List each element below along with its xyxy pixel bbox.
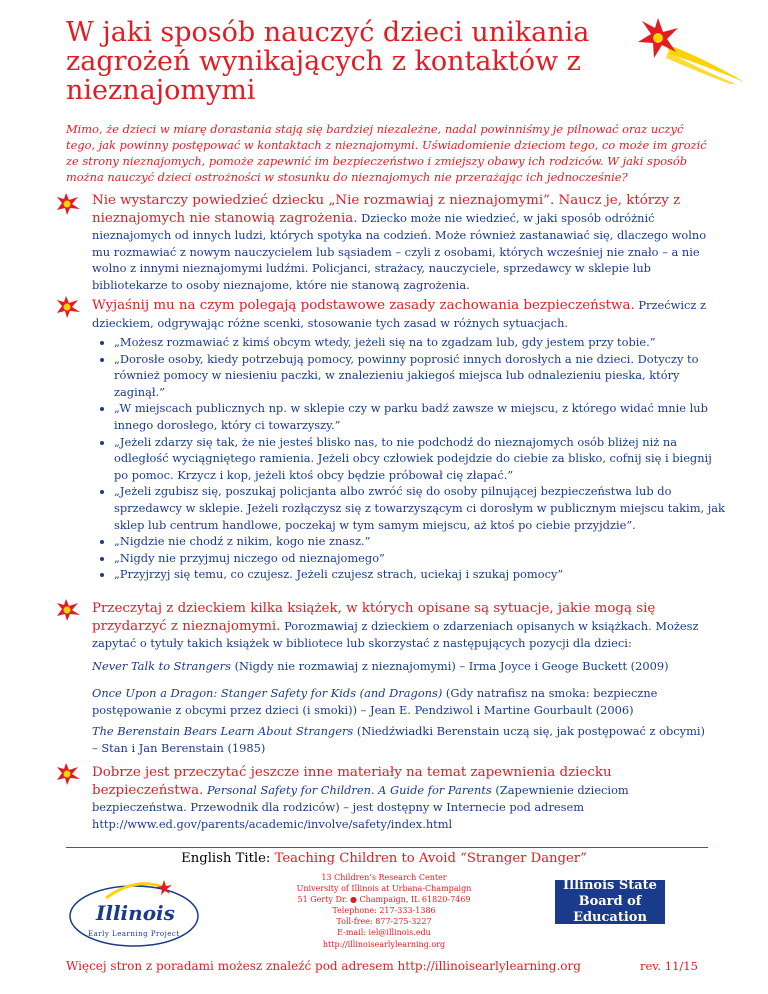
contact-line: University of Illinois at Urbana-Champaign	[296, 884, 472, 894]
contact-line: 51 Gerty Dr. ● Champaign, IL 61820-7469	[297, 895, 471, 905]
book-reference	[92, 723, 708, 756]
book-reference	[92, 685, 708, 718]
star-bullet-icon	[56, 295, 84, 319]
intro-paragraph: Mimo, że dzieci w miarę dorastania stają się bardziej niezależne, nadal powinniśmy je pilnować oraz uczyć tego, jak powinny postępować w kontaktach z nieznajomymi. Uświadomienie dzieciom tego, co może im grozić ze strony nieznajomych, pomoże zapewnić im bezpieczeństwo i zmiejszy obawy ich rodziców. W jaki sposób można nauczyć dzieci ostrożności w stosunku do nieznajomych nie przerażając ich jednocześnie?	[66, 122, 707, 184]
contact-line: Telephone: 217-333-1386	[332, 906, 436, 916]
list-item: • „Jeżeli zgubisz się, poszukaj policjanta albo zwróć się do osoby pilnującej bezpieczeństwa lub do sprzedawcy w sklepie. Jeżeli rozłączysz się z towarzyszącym ci dorosłym w publicznym miejscu takim, jak sklep lub centrum handlowe, poczekaj w tym samym miejscu, aż ktoś po ciebie przyjdzie”.	[114, 483, 726, 533]
footer-divider	[66, 847, 708, 848]
list-item: • „Nigdy nie przyjmuj niczego od nieznajomego”	[114, 550, 726, 567]
english-title-label: English Title:	[181, 851, 271, 866]
book-details: (Gdy natrafisz na smoka: bezpieczne postępowanie z obcymi przez dzieci (i smoki)) – Jean E. Pendziwol i Martine Gourbault (2006)	[92, 686, 658, 717]
logo-text: Illinois	[96, 901, 175, 925]
section-body: (Zapewnienie dzieciom bezpieczeństwa. Przewodnik dla rodziców) – jest dostępny w Internecie pod adresem http://www.ed.gov/parents/academic/involve/safety/index.html	[92, 782, 629, 831]
book-reference	[92, 658, 708, 675]
page-title: W jaki sposób nauczyć dzieci unikania zagrożeń wynikających z kontaktów z nieznajomymi	[66, 17, 590, 106]
english-title-text: Teaching Children to Avoid “Stranger Danger”	[270, 851, 587, 866]
section-lead: Nie wystarczy powiedzieć dziecku „Nie rozmawiaj z nieznajomymi”. Naucz je, którzy z nieznajomych nie stanowią zagrożenia.	[92, 193, 681, 226]
section-body: Przećwicz z dzieckiem, odgrywając różne scenki, stosowanie tych zasad w różnych sytuacjach.	[92, 298, 707, 330]
book-title: Once Upon a Dragon: Stanger Safety for Kids (and Dragons)	[92, 686, 443, 700]
section-lead: Przeczytaj z dzieckiem kilka książek, w których opisane są sytuacje, jakie mogą się przydarzyć z nieznajomymi.	[92, 601, 656, 634]
list-item: • „W miejscach publicznych np. w sklepie czy w parku badź zawsze w miejscu, z którego widać mnie lub innego dorosłego, który ci towarzyszy.”	[114, 400, 726, 433]
section-books	[92, 600, 708, 652]
footer-text: Więcej stron z poradami możesz znaleźć pod adresem http://illinoisearlylearning.org	[66, 959, 581, 973]
book-details: (Nigdy nie rozmawiaj z nieznajomymi) – Irma Joyce i Geoge Buckett (2009)	[230, 659, 669, 673]
guide-title: Personal Safety for Children. A Guide for Parents	[203, 782, 492, 797]
list-item: • „Przyjrzyj się temu, co czujesz. Jeżeli czujesz strach, uciekaj i szukaj pomocy”	[114, 566, 726, 583]
revision-date: rev. 11/15	[640, 959, 698, 973]
book-title: Never Talk to Strangers	[92, 659, 231, 673]
section-body: Dziecko może nie wiedzieć, w jaki sposób odróżnić nieznajomych od innych ludzi, których spotyka na codzień. Może również zastanawiać się, dlaczego wolno mu rozmawiać z nowym nauczycielem lub sąsiadem – czyli z osobami, których wcześniej nie znało – a nie wolno z innymi nieznajomymi ludźmi. Policjanci, strażacy, nauczyciele, sprzedawcy w sklepie lub bibliotekarze to osoby nieznajome, które nie stanową zagrożenia.	[92, 210, 707, 292]
section-safety-rules	[92, 297, 708, 331]
english-title	[0, 851, 768, 866]
contact-line: 13 Children’s Research Center	[321, 873, 447, 882]
star-bullet-icon	[56, 762, 84, 786]
section-more-materials	[92, 764, 708, 832]
list-item: • „Jeżeli zdarzy się tak, że nie jesteś blisko nas, to nie podchodź do nieznajomych osób bliżej niż na odległość wyciągniętego ramienia. Jeżeli obcy człowiek podejdzie do ciebie za blisko, cofnij się i biegnij po pomoc. Krzycz i kop, jeżeli ktoś obcy będzie próbował cię złapać.”	[114, 434, 726, 484]
list-item: • „Dorosłe osoby, kiedy potrzebują pomocy, powinny poprosić innych dorosłych a nie dzieci. Dotyczy to również pomocy w niesieniu paczki, w znalezieniu jakiegoś miejsca lub odnalezieniu pieska, który zaginął.”	[114, 351, 726, 401]
list-item: • „Możesz rozmawiać z kimś obcym wtedy, jeżeli się na to zgadzam lub, gdy jestem przy tobie.”	[114, 334, 726, 351]
logo-subtitle: Early Learning Project	[88, 930, 180, 938]
contact-line[interactable]: http://illinoisearlylearning.org	[322, 939, 446, 949]
safety-rules-list	[96, 334, 726, 583]
shooting-star-icon	[636, 14, 746, 84]
isbe-line: Board of Education	[573, 894, 647, 925]
book-title: The Berenstain Bears Learn About Strangers	[92, 724, 354, 738]
star-bullet-icon	[56, 598, 84, 622]
section-strangers-safe	[92, 192, 708, 294]
section-body: Porozmawiaj z dzieckiem o zdarzeniach opisanych w książkach. Możesz zapytać o tytuły takich książek w bibliotece lub skorzystać z następujących pozycji dla dzieci:	[92, 618, 699, 651]
section-lead: Wyjaśnij mu na czym polegają podstawowe zasady zachowania bezpieczeństwa.	[92, 298, 635, 313]
contact-line: Toll-free: 877-275-3227	[336, 917, 432, 927]
illinois-early-learning-logo	[66, 868, 266, 948]
contact-line: E-mail: iel@illinois.edu	[337, 928, 431, 938]
list-item: • „Nigdzie nie chodź z nikim, kogo nie znasz.”	[114, 533, 726, 550]
contact-info	[268, 872, 500, 950]
book-details: (Niedźwiadki Berenstain uczą się, jak postępować z obcymi) – Stan i Jan Berenstain (1985)	[92, 724, 705, 755]
isbe-logo	[555, 880, 665, 924]
star-bullet-icon	[56, 192, 84, 216]
isbe-line: Illinois State	[563, 878, 657, 893]
section-lead: Dobrze jest przeczytać jeszcze inne materiały na temat zapewnienia dziecku bezpieczeństwa.	[92, 765, 612, 798]
